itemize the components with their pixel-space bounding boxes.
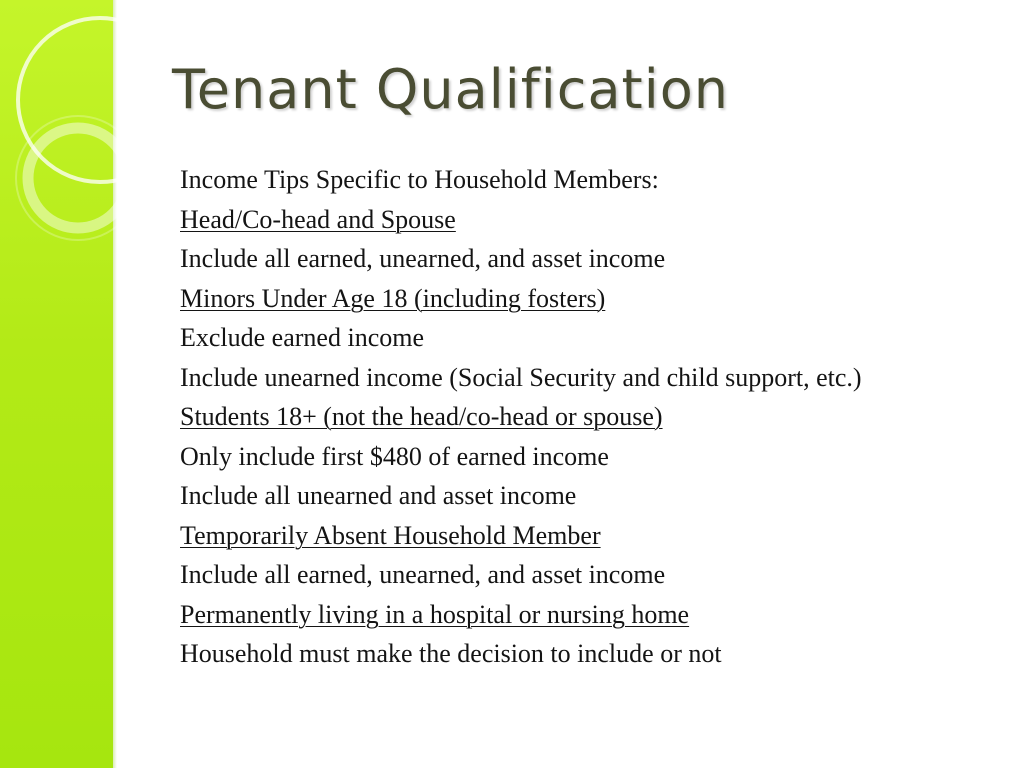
- body-line: Exclude earned income: [180, 323, 424, 352]
- body-heading-temporarily-absent: Temporarily Absent Household Member: [180, 520, 601, 550]
- body-heading-minors: Minors Under Age 18 (including fosters): [180, 283, 606, 313]
- body-line: Include unearned income (Social Security and child support, etc.): [180, 362, 862, 392]
- body-line: Include all earned, unearned, and asset income: [180, 244, 666, 273]
- body-line-intro: Income Tips Specific to Household Members:: [180, 165, 659, 194]
- body-heading-permanently-living: Permanently living in a hospital or nursing home: [180, 599, 690, 629]
- body-line: Include all earned, unearned, and asset income: [180, 560, 666, 589]
- side-accent-band: [0, 0, 113, 768]
- body-heading-students: Students 18+ (not the head/co-head or spouse): [180, 402, 663, 431]
- body-line: Household must make the decision to include or not: [180, 639, 722, 668]
- body-line: Only include first $480 of earned income: [180, 441, 609, 471]
- body-heading-head-spouse: Head/Co-head and Spouse: [180, 204, 456, 234]
- body-line: Include all unearned and asset income: [180, 481, 577, 510]
- slide-body: [180, 164, 960, 678]
- side-band-edge: [113, 0, 117, 768]
- slide-title: Tenant Qualification: [172, 58, 729, 121]
